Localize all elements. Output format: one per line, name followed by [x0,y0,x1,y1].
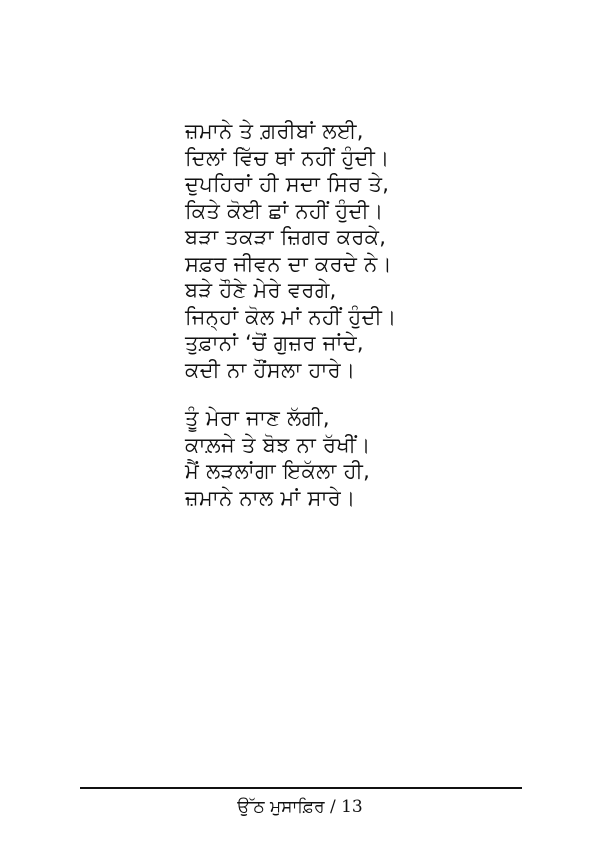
poem-line: ਜ਼ਮਾਨੇ ਨਾਲ ਮਾਂ ਸਾਰੇ। [185,485,356,510]
poem-line: ਦਿਲਾਂ ਵਿੱਚ ਥਾਂ ਨਹੀਂ ਹੁੰਦੀ। [185,145,390,170]
poem-line: ਕਦੀ ਨਾ ਹੌਂਸਲਾ ਹਾਰੇ। [185,357,356,382]
footer-separator: / [329,797,336,817]
poem-body [185,118,485,511]
stanza-2 [185,405,485,511]
poem-line: ਜ਼ਮਾਨੇ ਤੇ ਗ਼ਰੀਬਾਂ ਲਈ, [185,119,364,143]
poem-line: ਤੂੰ ਮੇਰਾ ਜਾਣ ਲੱਗੀ, [185,406,330,430]
poem-line: ਕਾਲ਼ਜੇ ਤੇ ਬੋਝ ਨਾ ਰੱਖੀਂ। [185,432,371,457]
poem-line: ਬੜਾ ਤਕੜਾ ਜ਼ਿਗਰ ਕਰਕੇ, [185,225,387,249]
poem-line: ਦੁਪਹਿਰਾਂ ਹੀ ਸਦਾ ਸਿਰ ਤੇ, [185,172,390,196]
poem-line: ਮੈਂ ਲੜਲਾਂਗਾ ਇਕੱਲਾ ਹੀ, [185,459,371,483]
page-footer [0,795,600,819]
page-number: 13 [341,797,363,817]
book-title: ਉੱਠ ਮੁਸਾਫ਼ਿਰ [237,797,325,817]
footer-divider [80,787,522,789]
poem-line: ਸਫ਼ਰ ਜੀਵਨ ਦਾ ਕਰਦੇ ਨੇ। [185,251,393,276]
poem-line: ਕਿਤੇ ਕੋਈ ਛਾਂ ਨਹੀਂ ਹੁੰਦੀ। [185,198,384,223]
poem-line: ਬੜੇ ਹੌਣੇ ਮੇਰੇ ਵਰਗੇ, [185,278,337,302]
stanza-1 [185,118,485,383]
poem-line: ਜਿਨ੍ਹਾਂ ਕੋਲ ਮਾਂ ਨਹੀਂ ਹੁੰਦੀ। [185,304,397,329]
poem-line: ਤੁਫ਼ਾਨਾਂ ‘ਚੋਂ ਗੁਜ਼ਰ ਜਾਂਦੇ, [185,331,364,355]
